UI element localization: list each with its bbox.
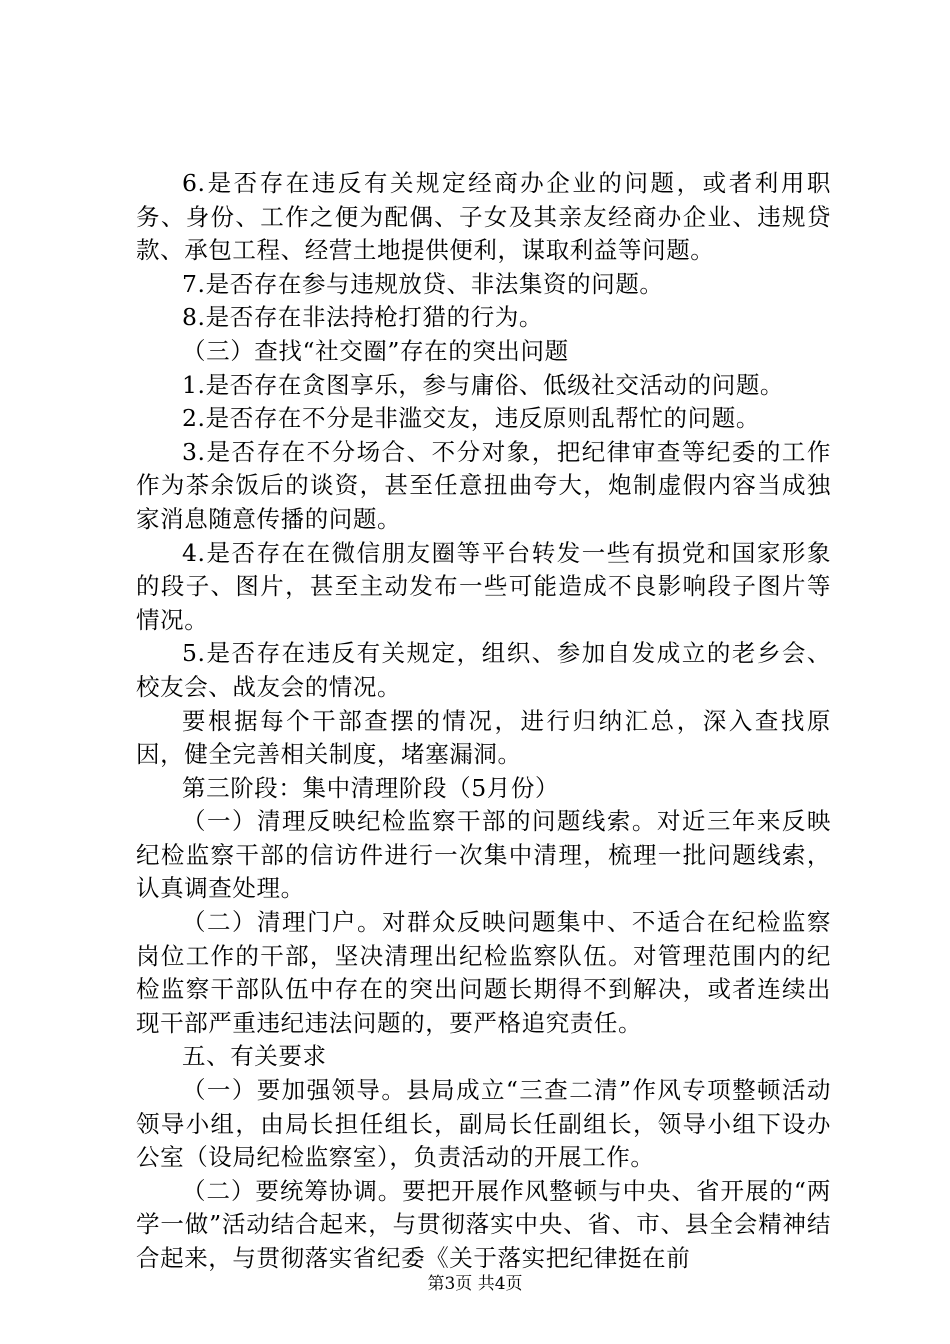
paragraph-coordination: （二）要统筹协调。要把开展作风整顿与中央、省开展的“两学一做”活动结合起来，与贯彻落实中央、省、市、县全会精神结合起来，与贯彻落实省纪委《关于落实把纪律挺在前 — [136, 1176, 831, 1272]
paragraph-item-2: 2.是否存在不分是非滥交友，违反原则乱帮忙的问题。 — [182, 404, 760, 433]
paragraph-item-3: 3.是否存在不分场合、不分对象，把纪律审查等纪委的工作作为茶余饭后的谈资，甚至任意扭曲夸大，炮制虚假内容当成独家消息随意传播的问题。 — [136, 437, 831, 533]
paragraph-item-5: 5.是否存在违反有关规定，组织、参加自发成立的老乡会、校友会、战友会的情况。 — [136, 639, 831, 701]
paragraph-item-1: 1.是否存在贪图享乐，参与庸俗、低级社交活动的问题。 — [182, 370, 785, 399]
paragraph-clear-clues: （一）清理反映纪检监察干部的问题线索。对近三年来反映纪检监察干部的信访件进行一次集中清理，梳理一批问题线索，认真调查处理。 — [136, 807, 831, 903]
paragraph-item-6: 6.是否存在违反有关规定经商办企业的问题，或者利用职务、身份、工作之便为配偶、子女及其亲友经商办企业、违规贷款、承包工程、经营土地提供便利，谋取利益等问题。 — [136, 169, 831, 265]
page-number-label: 第3页 共4页 — [427, 1274, 523, 1294]
document-body — [136, 167, 831, 1276]
paragraph-item-7: 7.是否存在参与违规放贷、非法集资的问题。 — [182, 269, 664, 298]
paragraph-item-8: 8.是否存在非法持枪打猎的行为。 — [182, 303, 544, 332]
section-heading-requirements: 五、有关要求 — [182, 1042, 327, 1071]
page-footer — [0, 1274, 950, 1294]
paragraph-leadership: （一）要加强领导。县局成立“三查二清”作风专项整顿活动领导小组，由局长担任组长，副局长任副组长，领导小组下设办公室（设局纪检监察室），负责活动的开展工作。 — [136, 1076, 831, 1172]
section-heading-social-circle: （三）查找“社交圈”存在的突出问题 — [182, 336, 569, 365]
paragraph-clear-house: （二）清理门户。对群众反映问题集中、不适合在纪检监察岗位工作的干部，坚决清理出纪检监察队伍。对管理范围内的纪检监察干部队伍中存在的突出问题长期得不到解决，或者连续出现干部严重违纪违法问题的，要严格追究责任。 — [136, 908, 831, 1037]
stage-three-heading: 第三阶段：集中清理阶段（5月份） — [182, 773, 560, 802]
paragraph-summary: 要根据每个干部查摆的情况，进行归纳汇总，深入查找原因，健全完善相关制度，堵塞漏洞。 — [136, 706, 831, 769]
paragraph-item-4: 4.是否存在在微信朋友圈等平台转发一些有损党和国家形象的段子、图片，甚至主动发布一些可能造成不良影响段子图片等情况。 — [136, 538, 831, 634]
